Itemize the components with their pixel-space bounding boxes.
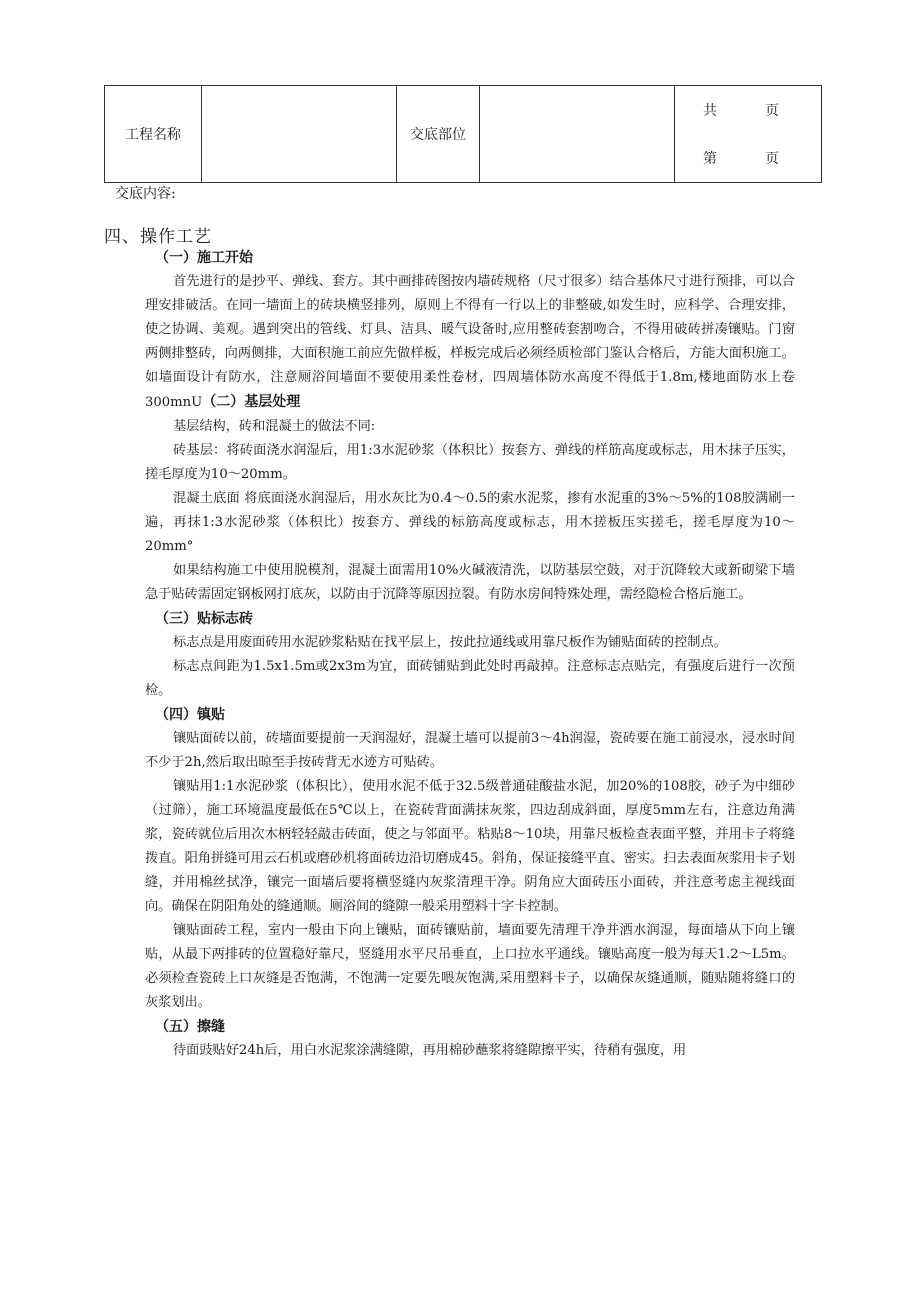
subheading-2: （二）基层处理 xyxy=(202,394,301,410)
paragraph: 待面豉贴好24h后，用白水泥浆涂满缝隙，再用棉砂蘸浆将缝隙擦平实，待稍有强度，用 xyxy=(173,1043,687,1058)
paragraph: 镶贴面砖以前，砖墙面要提前一天润湿好，混凝土墙可以提前3～4h润湿，瓷砖要在施工前浸水，浸水时间不少于2h,然后取出晾至手按砖背无水迹方可贴砖。 xyxy=(145,731,795,770)
paragraph: 如果结构施工中使用脱模剂，混凝土面需用10%火碱液清洗，以防基层空鼓，对于沉降较大或新砌梁下墙急于贴砖需固定钢板网打底灰，以防由于沉降等原因拉裂。有防水房间特殊处理，需经隐检合格后施工。 xyxy=(145,563,795,602)
section-title: 四、操作工艺 xyxy=(104,227,212,247)
location-label: 交底部位 xyxy=(397,86,480,183)
paragraph: 混凝土底面 将底面浇水润湿后，用水灰比为0.4～0.5的索水泥浆，掺有水泥重的3%～5%的108胶满刷一遍，再抹1:3水泥砂浆（体积比）按套方、弹线的标筋高度或标志，用木搓板压实搓毛，搓毛厚度为10～20mm° xyxy=(145,491,795,554)
paragraph: 标志点间距为1.5x1.5m或2x3m为宜，面砖铺贴到此处时再敲掉。注意标志点贴完，有强度后进行一次预检。 xyxy=(145,659,795,698)
page-label: 第 xyxy=(703,151,717,167)
total-unit: 页 xyxy=(765,103,779,119)
subheading-5: （五）擦缝 xyxy=(155,1019,225,1035)
paragraph-text: 首先进行的是抄平、弹线、套方。其中画排砖图按内墙砖规格（尺寸很多）结合基体尺寸进行预排，可以合理安排破活。在同一墙面上的砖块横竖排列，原则上不得有一行以上的非整破,如发生时，应科学、合理安排，使之协调、美观。遇到突出的管线、灯具、洁具、暖气设备时,应用整砖套割吻合，不得用破砖拼凑镶贴。门窗两侧排整砖，向两侧排，大面积施工前应先做样板，样板完成后必须经质检部门鉴认合格后，方能大面积施工。如墙面设计有防水，注意厕浴间墙面不要使用柔性卷材，四周墙体防水高度不得低于1.8m,楼地面防水上卷300mnU xyxy=(145,274,795,410)
page-unit: 页 xyxy=(765,151,779,167)
page-count-cell xyxy=(675,86,822,183)
document-body xyxy=(145,246,795,1063)
paragraph: 砖基层：将砖面浇水润湿后，用1:3水泥砂浆（体积比）按套方、弹线的样筋高度或标志，用木抹子压实，搓毛厚度为10～20mm。 xyxy=(145,443,795,482)
project-name-label: 工程名称 xyxy=(105,86,202,183)
subheading-3: （三）贴标志砖 xyxy=(155,611,253,627)
subheading-1: （一）施工开始 xyxy=(155,250,253,266)
project-name-value xyxy=(202,86,397,183)
paragraph: 基层结构，砖和混凝土的做法不同: xyxy=(173,419,376,434)
subheading-4: （四）镇贴 xyxy=(155,707,225,723)
content-label: 交底内容: xyxy=(115,186,176,202)
total-label: 共 xyxy=(703,103,717,119)
location-value xyxy=(480,86,675,183)
paragraph: 镶贴用1:1水泥砂浆（体积比），使用水泥不低于32.5级普通硅酸盐水泥，加20%的108胶，砂子为中细砂（过筛），施工环境温度最低在5℃以上，在瓷砖背面满抹灰浆，四边刮成斜面，厚度5mm左右，注意边角满浆，瓷砖就位后用次木柄轻轻敲击砖面，使之与邻面平。粘贴8～10块，用靠尺板检查表面平整，并用卡子将缝拨直。阳角拼缝可用云石机或磨砂机将面砖边沿切磨成45。斜角，保证接缝平直、密实。扫去表面灰浆用卡子划缝，并用棉丝拭净，镶完一面墙后要将横竖缝内灰浆清理干净。阴角应大面砖压小面砖，并注意考虑主视线面向。确保在阴阳角处的缝通顺。厕浴间的缝隙一般采用塑料十字卡控制。 xyxy=(145,779,795,914)
paragraph xyxy=(145,270,795,415)
paragraph: 镶贴面砖工程，室内一般由下向上镶贴，面砖镶贴前，墙面要先清理干净并洒水润湿，每面墙从下向上镶贴，从最下两排砖的位置稳好靠尺，竖缝用水平尺吊垂直，上口拉水平通线。镶贴高度一般为每天1.2～L5m。必须检查瓷砖上口灰缝是否饱满，不饱满一定要先喂灰饱满,采用塑料卡子，以确保灰缝通顺，随贴随将缝口的灰浆划出。 xyxy=(145,923,795,1010)
header-table xyxy=(104,85,822,183)
paragraph: 标志点是用废面砖用水泥砂浆粘贴在找平层上，按此拉通线或用靠尺板作为铺贴面砖的控制点。 xyxy=(173,635,727,650)
